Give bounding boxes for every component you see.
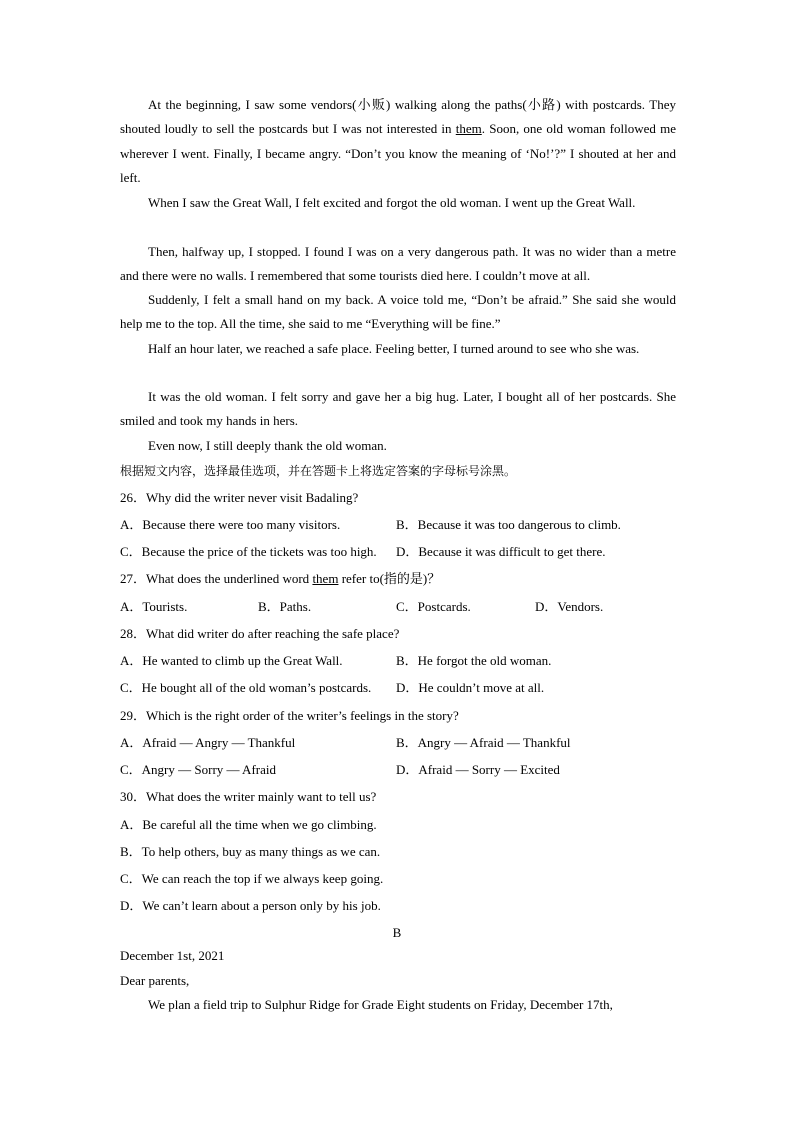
underlined-word-them-ref: them xyxy=(312,571,339,586)
question-26-option-b[interactable]: B．Because it was too dangerous to climb. xyxy=(396,517,621,532)
paragraph-2: When I saw the Great Wall, I felt excited and forgot the old woman. I went up the Great Wall. xyxy=(148,195,636,210)
question-28-option-b[interactable]: B．He forgot the old woman. xyxy=(396,653,552,668)
letter-first-line: We plan a field trip to Sulphur Ridge for Grade Eight students on Friday, December 17th, xyxy=(148,997,613,1012)
question-30-option-a[interactable]: A．Be careful all the time when we go climbing. xyxy=(120,817,377,832)
letter-date: December 1st, 2021 xyxy=(120,948,225,963)
question-29-option-a[interactable]: A．Afraid — Angry — Thankful xyxy=(120,735,296,750)
question-29-option-c[interactable]: C．Angry — Sorry — Afraid xyxy=(120,762,276,777)
question-26-option-d[interactable]: D．Because it was difficult to get there. xyxy=(396,544,606,559)
question-30-option-b[interactable]: B．To help others, buy as many things as we can. xyxy=(120,844,381,859)
question-27-option-c[interactable]: C．Postcards. xyxy=(396,599,471,614)
question-28-option-a[interactable]: A．He wanted to climb up the Great Wall. xyxy=(120,653,343,668)
question-28-option-c[interactable]: C．He bought all of the old woman’s postcards. xyxy=(120,680,372,695)
paragraph-4: Suddenly, I felt a small hand on my back. A voice told me, “Don’t be afraid.” She said she would help me to the top. All the time, she said to me “Everything will be fine.” xyxy=(120,292,676,332)
question-28-option-d[interactable]: D．He couldn’t move at all. xyxy=(396,680,545,695)
paragraph-3: Then, halfway up, I stopped. I found I was on a very dangerous path. It was no wider than a metre and there were no walls. I remembered that some tourists died here. I couldn’t move at all. xyxy=(120,244,676,284)
question-27-option-a[interactable]: A．Tourists. xyxy=(120,599,188,614)
question-27-option-d[interactable]: D．Vendors. xyxy=(535,599,604,614)
question-29-stem: 29．Which is the right order of the writer’s feelings in the story? xyxy=(120,708,459,723)
instruction-text: 根据短文内容，选择最佳选项，并在答题卡上将选定答案的字母标号涂黑。 xyxy=(120,464,517,478)
letter-greeting: Dear parents, xyxy=(120,973,190,988)
paragraph-6: It was the old woman. I felt sorry and gave her a big hug. Later, I bought all of her postcards. She smiled and took my hands in hers. xyxy=(120,389,676,429)
section-b-label: B xyxy=(392,925,402,940)
question-30-option-d[interactable]: D．We can’t learn about a person only by his job. xyxy=(120,898,381,913)
paragraph-7: Even now, I still deeply thank the old woman. xyxy=(148,438,387,453)
paragraph-5: Half an hour later, we reached a safe place. Feeling better, I turned around to see who she was. xyxy=(148,341,640,356)
question-30-option-c[interactable]: C．We can reach the top if we always keep going. xyxy=(120,871,384,886)
question-27-stem: 27．What does the underlined word them refer to(指的是)？ xyxy=(120,571,441,586)
question-26-stem: 26．Why did the writer never visit Badaling? xyxy=(120,490,359,505)
question-27-option-b[interactable]: B．Paths. xyxy=(258,599,312,614)
question-30-stem: 30．What does the writer mainly want to tell us? xyxy=(120,789,377,804)
question-29-option-b[interactable]: B．Angry — Afraid — Thankful xyxy=(396,735,571,750)
question-26-option-c[interactable]: C．Because the price of the tickets was too high. xyxy=(120,544,377,559)
question-28-stem: 28．What did writer do after reaching the safe place? xyxy=(120,626,400,641)
question-26-option-a[interactable]: A．Because there were too many visitors. xyxy=(120,517,341,532)
question-29-option-d[interactable]: D．Afraid — Sorry — Excited xyxy=(396,762,560,777)
paragraph-1: At the beginning, I saw some vendors(小贩) walking along the paths(小路) with postcards. They shouted loudly to sell the postcards but I was not interested in them. Soon, one old woman followed me wherever I went. Finally, I became angry. “Don’t you know the meaning of ‘No!’?” I shouted at her and left. xyxy=(120,97,676,186)
underlined-word-them: them xyxy=(455,121,482,137)
